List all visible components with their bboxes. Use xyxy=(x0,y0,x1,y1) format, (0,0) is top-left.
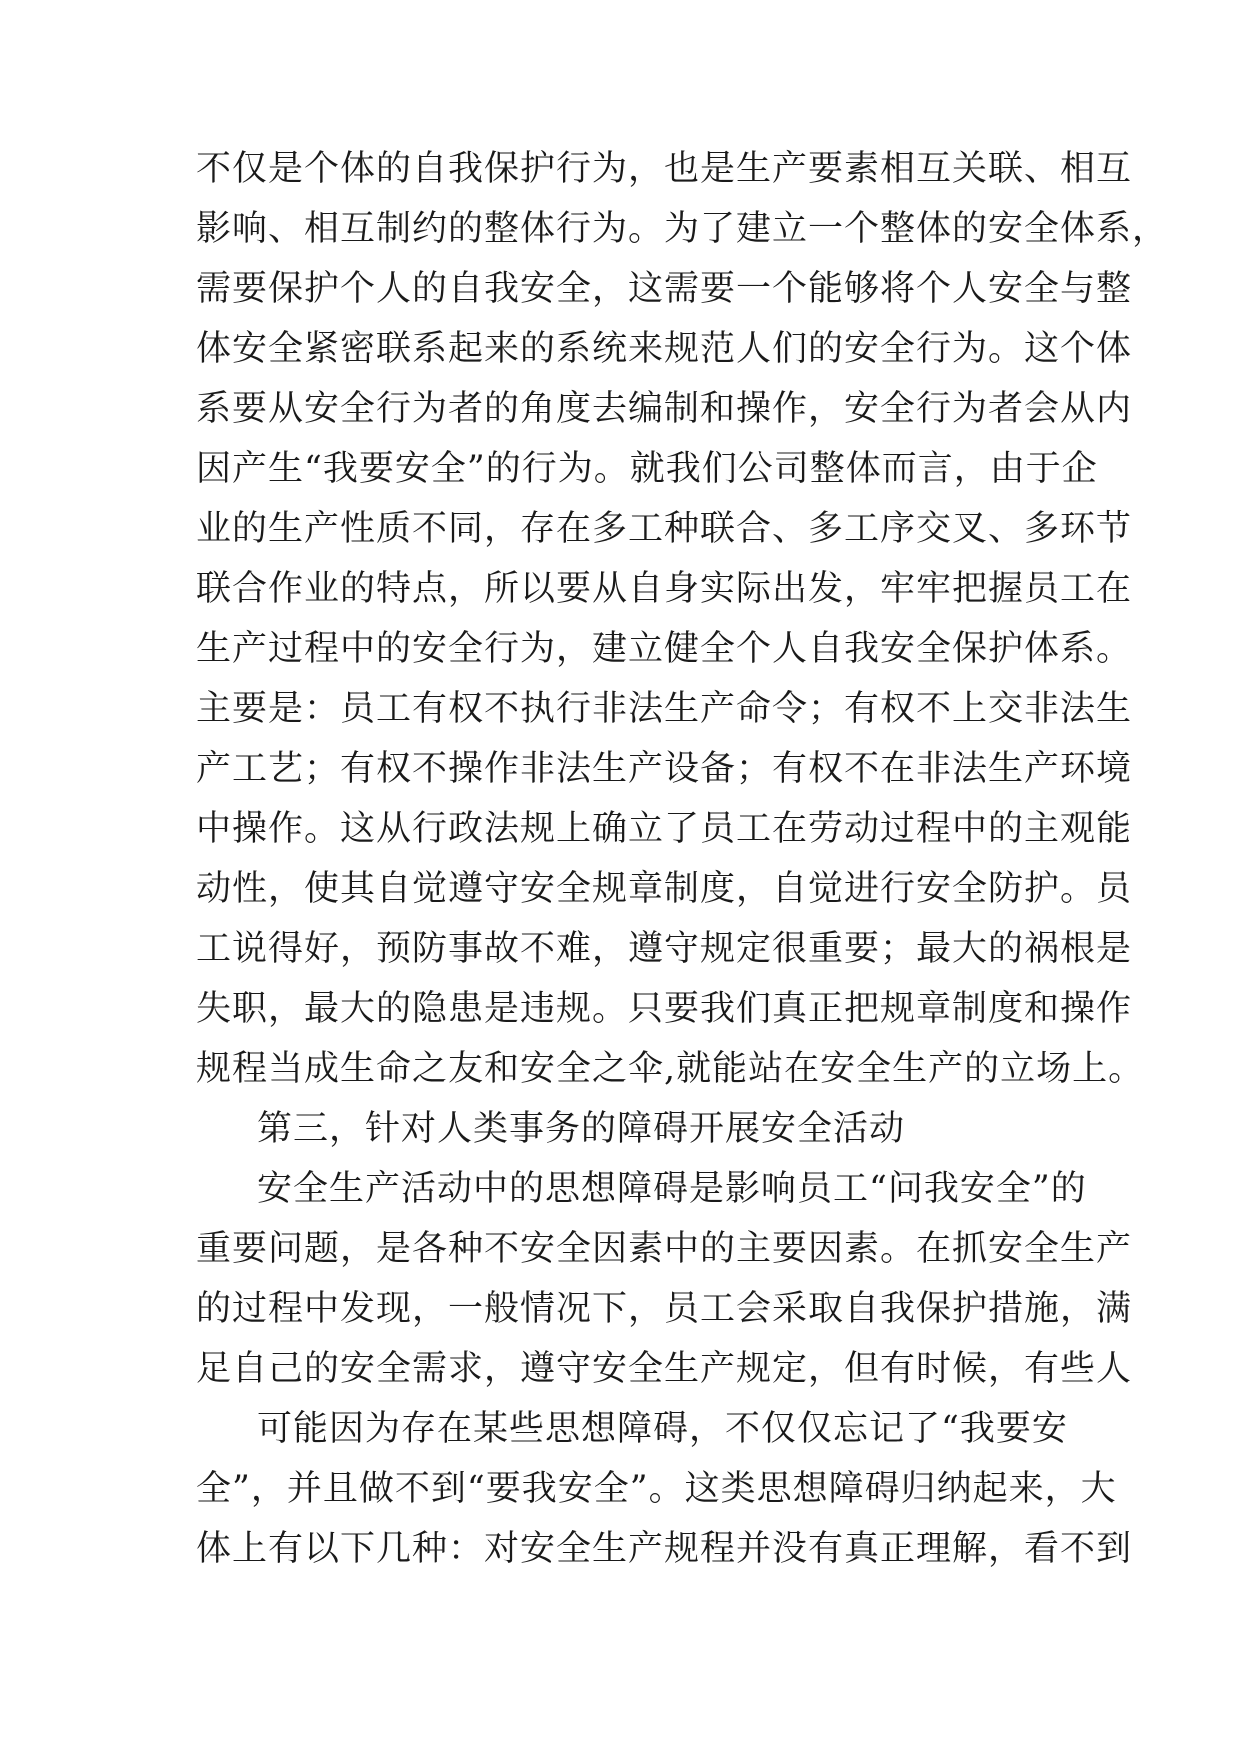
text-line: 工说得好，预防事故不难，遵守规定很重要；最大的祸根是 xyxy=(196,929,1133,969)
text-line: 足自己的安全需求，遵守安全生产规定，但有时候，有些人 xyxy=(196,1349,1133,1389)
text-line: 不仅是个体的自我保护行为，也是生产要素相互关联、相互 xyxy=(196,149,1133,189)
text-line: 因产生“我要安全”的行为。就我们公司整体而言，由于企 xyxy=(196,449,1098,489)
text-line: 失职，最大的隐患是违规。只要我们真正把规章制度和操作 xyxy=(196,989,1133,1029)
text-line: 系要从安全行为者的角度去编制和操作，安全行为者会从内 xyxy=(196,389,1133,429)
text-line: 中操作。这从行政法规上确立了员工在劳动过程中的主观能 xyxy=(196,809,1133,849)
text-line: 业的生产性质不同，存在多工种联合、多工序交叉、多环节 xyxy=(196,509,1133,549)
text-line: 生产过程中的安全行为，建立健全个人自我安全保护体系。 xyxy=(196,629,1133,669)
text-line: 规程当成生命之友和安全之伞,就能站在安全生产的立场上。 xyxy=(196,1049,1145,1089)
text-line: 动性，使其自觉遵守安全规章制度，自觉进行安全防护。员 xyxy=(196,869,1133,909)
text-line: 主要是：员工有权不执行非法生产命令；有权不上交非法生 xyxy=(196,689,1133,729)
text-line: 可能因为存在某些思想障碍，不仅仅忘记了“我要安 xyxy=(257,1409,1068,1449)
text-line: 影响、相互制约的整体行为。为了建立一个整体的安全体系， xyxy=(196,209,1169,249)
text-line: 重要问题，是各种不安全因素中的主要因素。在抓安全生产 xyxy=(196,1229,1133,1269)
text-line: 全”，并且做不到“要我安全”。这类思想障碍归纳起来，大 xyxy=(196,1469,1117,1509)
text-line: 安全生产活动中的思想障碍是影响员工“问我安全”的 xyxy=(257,1169,1087,1209)
text-line: 的过程中发现，一般情况下，员工会采取自我保护措施，满 xyxy=(196,1289,1133,1329)
text-line: 体上有以下几种：对安全生产规程并没有真正理解，看不到 xyxy=(196,1529,1133,1569)
text-line: 产工艺；有权不操作非法生产设备；有权不在非法生产环境 xyxy=(196,749,1133,789)
text-line: 联合作业的特点，所以要从自身实际出发，牢牢把握员工在 xyxy=(196,569,1133,609)
text-line: 需要保护个人的自我安全，这需要一个能够将个人安全与整 xyxy=(196,269,1133,309)
text-line: 体安全紧密联系起来的系统来规范人们的安全行为。这个体 xyxy=(196,329,1133,369)
section-heading: 第三，针对人类事务的障碍开展安全活动 xyxy=(257,1109,906,1149)
